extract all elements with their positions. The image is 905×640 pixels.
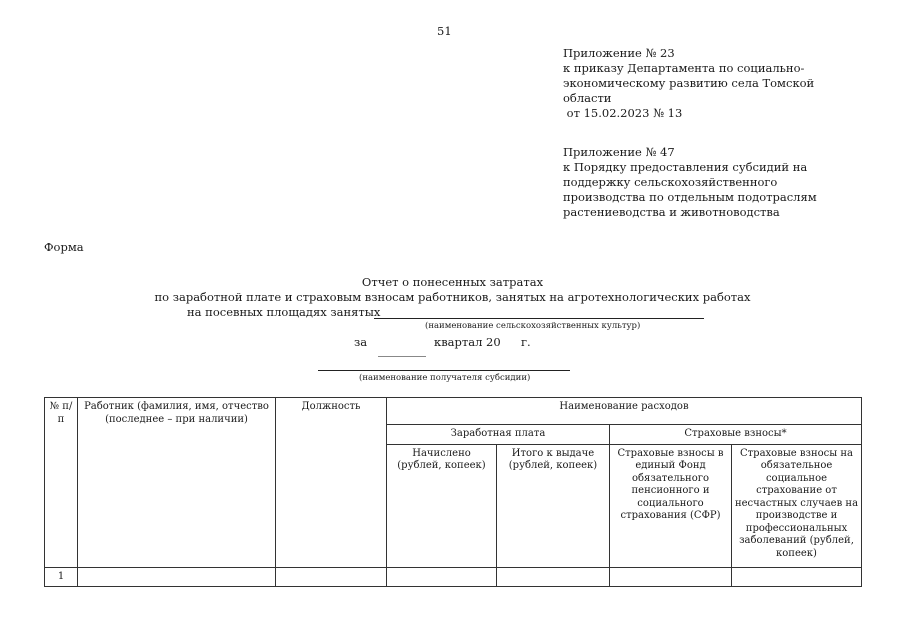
row-number: 1 <box>45 567 78 587</box>
header-paid: Итого к выдаче (рублей, копеек) <box>497 444 610 567</box>
report-title-line3: на посевных площадях занятых <box>187 305 381 319</box>
appendix-47-line: поддержку сельскохозяйственного <box>563 175 778 189</box>
row-cell-position <box>276 567 387 587</box>
header-accident-insurance: Страховые взносы на обязательное социальное страхование от несчастных случаев на производстве и профессиональных заболеваний (рублей, копеек) <box>732 444 862 567</box>
row-cell-paid <box>497 567 610 587</box>
header-insurance: Страховые взносы* <box>610 425 862 445</box>
appendix-23-block <box>563 46 893 121</box>
report-title-line1: Отчет о понесенных затратах <box>361 275 544 289</box>
header-salary: Заработная плата <box>387 425 610 445</box>
header-number: № п/п <box>45 398 78 568</box>
appendix-23-line: к приказу Департамента по социально- <box>563 61 805 75</box>
appendix-23-title: Приложение № 23 <box>563 46 675 60</box>
appendix-47-line: растениеводства и животноводства <box>563 205 780 219</box>
appendix-47-line: производства по отдельным подотраслям <box>563 190 817 204</box>
appendix-47-title: Приложение № 47 <box>563 145 675 159</box>
crop-name-underline <box>374 318 704 319</box>
row-cell-sfr <box>610 567 732 587</box>
expenses-table <box>44 397 862 587</box>
appendix-47-line: к Порядку предоставления субсидий на <box>563 160 808 174</box>
row-cell-accrued <box>387 567 497 587</box>
period-za: за <box>354 335 368 349</box>
appendix-23-line: области <box>563 91 612 105</box>
recipient-underline <box>318 370 570 371</box>
period-quarter: квартал 20 <box>434 335 501 349</box>
appendix-23-line: экономическому развитию села Томской <box>563 76 815 90</box>
period-g: г. <box>521 335 531 349</box>
header-position: Должность <box>276 398 387 568</box>
header-worker: Работник (фамилия, имя, отчество (последнее – при наличии) <box>78 398 276 568</box>
quarter-underline <box>378 356 426 357</box>
report-title-line2: по заработной плате и страховым взносам работников, занятых на агротехнологических работах <box>154 290 751 304</box>
table-row <box>45 567 862 587</box>
form-label: Форма <box>44 240 84 254</box>
header-accrued: Начислено (рублей, копеек) <box>387 444 497 567</box>
header-expenses: Наименование расходов <box>387 398 862 425</box>
page-number: 51 <box>437 24 452 38</box>
appendix-47-block <box>563 145 893 220</box>
row-cell-accident <box>732 567 862 587</box>
appendix-23-line: от 15.02.2023 № 13 <box>563 106 683 120</box>
header-sfr: Страховые взносы в единый Фонд обязательного пенсионного и социального страхования (СФР) <box>610 444 732 567</box>
crop-name-hint: (наименование сельскохозяйственных культур) <box>425 321 641 331</box>
recipient-hint: (наименование получателя субсидии) <box>359 373 531 383</box>
row-cell-worker <box>78 567 276 587</box>
